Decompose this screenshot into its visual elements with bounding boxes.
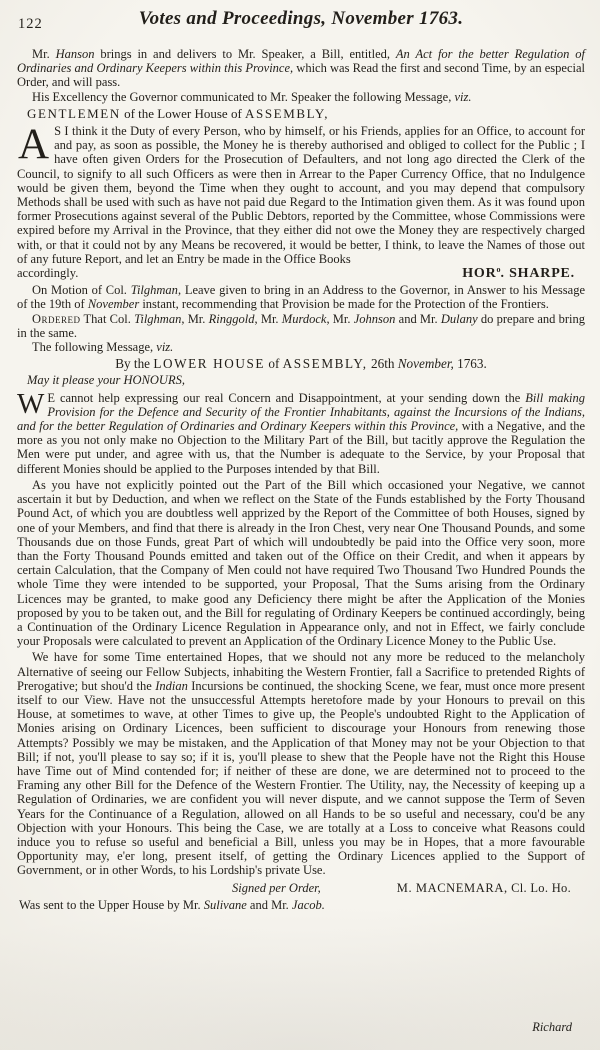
clerk-signature-line bbox=[17, 881, 585, 895]
clerk-signature: M. MACNEMARA, Cl. Lo. Ho. bbox=[396, 880, 571, 895]
heading-lower-house: By the LOWER HOUSE of ASSEMBLY, 26th November, 1763. bbox=[115, 356, 487, 372]
page-number: 122 bbox=[18, 16, 43, 32]
paragraph-governor-message-intro: His Excellency the Governor communicated to Mr. Speaker the following Message, viz. bbox=[32, 89, 472, 104]
paragraph-motion-tilghman: On Motion of Col. Tilghman, Leave given to bring in an Address to the Governor, in Answer to his Message of the 19th of November instant, recommending that Provision be made for the Protection of the Frontiers. bbox=[17, 283, 585, 312]
paragraph-sent-upper-house: Was sent to the Upper House by Mr. Sulivane and Mr. Jacob. bbox=[19, 897, 325, 912]
paragraph-house-message-3: We have for some Time entertained Hopes, that we should not any more be reduced to the melancholy Alternative of seeing our Fellow Subjects, inhabiting the Western Frontier, fall a Sacrifice to pretended Rights of Prerogative; but shou'd the Indian Incursions be continued, the shocking Scene, we fear, must once more present itself to our View. Have not the unsuccessful Attempts heretofore made by your Honours to prevail on this House, at sometimes to wave, at other Times to give up, the People's undoubted Right to the Application of Monies arising on Ordinary Licences, been sufficient to discourage your Honours from renewing those Attempts? Possibly we may be mistaken, and the Application of that Money may not be your Objection to that Bill; if not, you'll please to say so; if it is, you'll please to shew that the People have not the Right this House have Time out of Mind contended for; if neither of these are done, we are determined not to proceed to the Framing any other Bill for the Defence of the Western Frontier. The Utility, nay, the Necessity of keeping up a Regulation of Ordinaries, we are confident you will never dispute, and we cannot suppose the Term of Seven Years for the Continuance of a Regulation, allowed on all Hands to be so useful and necessary, cou'd be any Objection with your Honours. This being the Case, we are totally at a Loss to conceive what Reasons could induce you to refuse so useful and beneficial a Bill, unless you may be in Hopes, that a more favourable Opportunity may, e'er long, present itself, of getting the Ordinary Licences applied to the Support of Government, or in other Words, to his Lordship's private Use. bbox=[17, 650, 585, 878]
governor-signature: HOR$^o$. SHARPE. bbox=[462, 264, 575, 282]
sharpe-signature-line bbox=[17, 266, 585, 281]
paragraph-house-message-2: As you have not explicitly pointed out the Part of the Bill which occasioned your Negative, we cannot ascertain it but by Deduction, and when we reflect on the State of the Funds established by the Forty Thousand Pound Act, of which you are doubtless well apprized by the Report of the Committee of both Houses, signed by one of your Members, and find that there is already in the Iron Chest, very near One Thousand Pounds, and some Thousands due on those Funds, great Part of which will undoubtedly be paid into the Office very soon, more than the Forty Thousand Pounds emitted and taken out of the Office on their Credit, and when it appears by certain Calculation, that the Company of Men could not have required Two Thousand Two Hundred Pounds the whole Time they were intended to be supported, your Proposal, That the Sums arising from the Ordinary Licences may be granted, to make good any Deficiency there might be after the Application of the Monies proposed by you to be taken out, and the Bill for regulating of Ordinary Keepers be continued accordingly, being a Continuation of the Ordinary Licence Regulation in Appearance only, and not in Effect, we fairly conclude your Proposals were calculated to prevent an Application of the Ordinary Licence Money to the Public Use. bbox=[17, 477, 585, 649]
running-title: Votes and Proceedings, November 1763. bbox=[138, 8, 464, 29]
dropcap-a: A bbox=[18, 121, 50, 169]
governor-message-text: S I think it the Duty of every Person, who by himself, or his Friends, applies for an Office, to account for and pay, as soon as possible, the Money he is thereby authorised and obliged to collect for the Public ; I have often given Orders for the Prosecution of Defaulters, and not long ago directed the Clerk of the Council, to signify to all such Officers as were then in Arrear to the Paper Currency Office, that no Indulgence would be given them, beyond the Time when they ought to account, and you may depend that compulsory Methods shall be used with such as have not paid due Regard to the Intimation given them. As it was found upon former Prosecutions against several of the Public Debtors, reported by the Committee, whose Commissions were expired before my Arrival in the Province, that they either did not owe the Money they are respectively charged with, or that it could not by any Means be recovered, it would be better, I think, to leave the Names of those out of any future Report, and let an Entry be made in the Office Books bbox=[17, 124, 585, 266]
catchword: Richard bbox=[532, 1019, 572, 1034]
paragraph-hanson-bill: Mr. Hanson brings in and delivers to Mr. Speaker, a Bill, entitled, An Act for the better Regulation of Ordinaries and Ordinary Keepers within this Province, which was Read the first and second Time, by an especial Order, and will pass. bbox=[17, 47, 586, 90]
house-message-text-1: E cannot help expressing our real Concern and Disappointment, at your sending down the Bill making Provision for the Defence and Security of the Frontier Inhabitants, against the Incursions of the Indians, and for the better Regulation of Ordinaries and Ordinary Keepers within this Province, with a Negative, and the more as you not only make no Objection to the Military Part of the Bill, but tacitly approve the Regulation the Men were put under, and agree with us, that the Number is adequate to the Service, by your Proposal that different Monies should be applied to the Purposes intended by that Bill. bbox=[17, 390, 585, 476]
page-header bbox=[17, 8, 585, 40]
salutation-honours: May it please your HONOURS, bbox=[27, 373, 185, 388]
paragraph-house-message-1 bbox=[17, 387, 585, 476]
salutation-gentlemen: GENTLEMEN of the Lower House of ASSEMBLY, bbox=[27, 105, 330, 121]
paragraph-governor-message bbox=[17, 121, 585, 266]
paragraph-following-message: The following Message, viz. bbox=[32, 340, 174, 355]
signed-per-order-label: Signed per Order, bbox=[232, 880, 321, 895]
dropcap-w: W bbox=[17, 387, 45, 420]
paragraph-end-word: accordingly. bbox=[17, 266, 79, 281]
paragraph-ordered-committee: Ordered That Col. Tilghman, Mr. Ringgold, Mr. Murdock, Mr. Johnson and Mr. Dulany do prepare and bring in the same. bbox=[17, 311, 586, 340]
